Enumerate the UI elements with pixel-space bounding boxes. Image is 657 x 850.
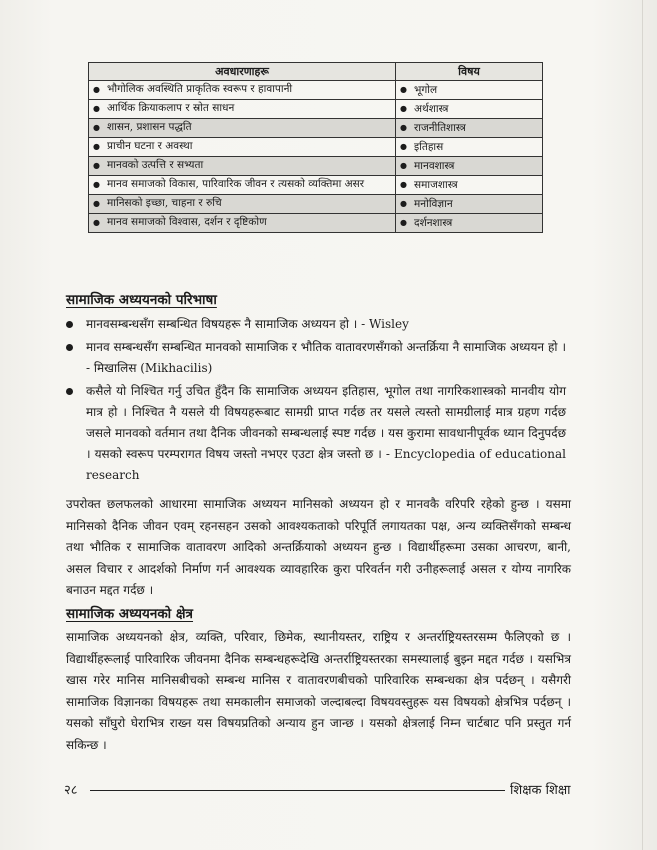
subject-text: इतिहास [414,141,444,153]
scope-paragraph: सामाजिक अध्ययनको क्षेत्र, व्यक्ति, परिवार, छिमेक, स्थानीयस्तर, राष्ट्रिय र अन्तर्राष्ट्रियस्तरसम्म फैलिएको छ । विद्यार्थीहरूलाई पारिवारिक जीवनमा दैनिक सम्बन्धहरूदेखि अन्तर्राष्ट्रियस्तरका समस्यालाई बुझ्न मद्दत गर्दछ । यसभित्र खास गरेर मानिस मानिसबीचको सम्बन्ध मानिस र वातावरणबीचको पारिवारिक सम्बन्धका क्षेत्र पर्दछन् । यसैगरी सामाजिक विज्ञानका विषयहरू तथा समकालीन समाजको जल्दाबल्दा विषयवस्तुहरू यस विषयको क्षेत्रभित्र पर्दछन् । यसको साँघुरो घेराभित्र राख्न यस विषयप्रतिको अन्याय हुन जान्छ । यसको क्षेत्रलाई निम्न चार्टबाट पनि प्रस्तुत गर्न सकिन्छ । [66,630,571,752]
bullet-icon: ● [93,199,100,208]
concept-cell [89,195,396,214]
subject-text: मनोविज्ञान [414,198,453,210]
concept-text: आर्थिक क्रियाकलाप र स्रोत साधन [107,102,235,114]
summary-paragraph: उपरोक्त छलफलको आधारमा सामाजिक अध्ययन मानिसको अध्ययन हो र मानवकै वरिपरि रहेको हुन्छ । यसमा मानिसको दैनिक जीवन एवम् रहनसहन उसको आवश्यकताको परिपूर्ति लगायतका पक्ष, अन्य व्यक्तिसँगको सम्बन्ध तथा भौतिक र सामाजिक वातावरण आदिको अन्तर्क्रियाको अध्ययन हुन्छ । विद्यार्थीहरूमा उसका आचरण, बानी, असल विचार र आदर्शको निर्माण गर्न आवश्यक व्यावहारिक कुरा परिवर्तन गरी उनीहरूलाई असल र योग्य नागरिक बनाउन मद्दत गर्दछ । [66,497,571,597]
table-row [89,138,543,157]
subject-cell [396,119,543,138]
table-row [89,119,543,138]
definition-text: मानवसम्बन्धसँग सम्बन्धित विषयहरू नै सामाजिक अध्ययन हो । - Wisley [86,317,409,331]
scope-heading: सामाजिक अध्ययनको क्षेत्र [66,606,194,622]
bullet-icon: ● [93,104,100,113]
bullet-icon: ● [400,123,407,132]
subject-text: राजनीतिशास्त्र [414,122,466,134]
bullet-icon: ● [93,142,100,151]
page-number: २८ [64,783,78,798]
subject-cell [396,214,543,233]
table-row [89,81,543,100]
subject-cell [396,195,543,214]
table-row [89,176,543,195]
subject-cell [396,138,543,157]
concept-cell [89,119,396,138]
table-row [89,214,543,233]
concepts-table [88,62,543,233]
bullet-icon: ● [400,85,407,94]
subject-cell [396,100,543,119]
subject-text: दर्शनशास्त्र [414,217,453,229]
concept-cell [89,214,396,233]
footer-rule [90,790,505,791]
concept-cell [89,81,396,100]
table-row [89,100,543,119]
subject-cell [396,157,543,176]
bullet-icon: ● [93,161,100,170]
concept-text: भौगोलिक अवस्थिति प्राकृतिक स्वरूप र हावापानी [107,83,293,95]
concept-text: मानवको उत्पत्ति र सभ्यता [107,159,204,171]
bullet-icon: ● [400,142,407,151]
bullet-icon: ● [400,180,407,189]
definition-text: मानव सम्बन्धसँग सम्बन्धित मानवको सामाजिक र भौतिक वातावरणसँगको अन्तर्क्रिया नै सामाजिक अध्ययन हो । - मिखालिस (Mikhacilis) [86,340,566,375]
subject-text: भूगोल [414,84,438,96]
definitions-list [66,314,566,488]
header-subject: विषय [396,63,543,81]
subject-cell [396,81,543,100]
concept-text: मानव समाजको विश्वास, दर्शन र दृष्टिकोण [107,216,267,228]
concept-text: प्राचीन घटना र अवस्था [107,140,193,152]
definition-text: कसैले यो निश्चित गर्नु उचित हुँदैन कि सामाजिक अध्ययन इतिहास, भूगोल तथा नागरिकशास्त्रको मानवीय योग मात्र हो । निश्चित नै यसले यी विषयहरूबाट सामग्री प्राप्त गर्दछ तर यसले त्यस्तो सामग्रीलाई मात्र ग्रहण गर्दछ जसले मानवको वर्तमान तथा दैनिक जीवनको सम्बन्धलाई स्पष्ट गर्दछ । यस कुरामा सावधानीपूर्वक ध्यान दिनुपर्दछ । यसको स्वरूप परम्परागत विषय जस्तो नभएर एउटा क्षेत्र जस्तो छ । - Encyclopedia of educational research [86,384,566,482]
subject-text: समाजशास्त्र [414,179,458,191]
subject-cell [396,176,543,195]
subject-text: मानवशास्त्र [414,160,455,172]
table-row [89,195,543,214]
scan-edge [642,0,643,850]
list-item [66,314,566,335]
bullet-icon [66,388,73,395]
bullet-icon: ● [400,218,407,227]
concept-cell [89,157,396,176]
footer-title: शिक्षक शिक्षा [510,783,571,798]
list-item [66,337,566,379]
concept-cell [89,100,396,119]
bullet-icon: ● [400,104,407,113]
bullet-icon [66,321,73,328]
bullet-icon: ● [93,123,100,132]
definitions-heading: सामाजिक अध्ययनको परिभाषा [66,292,217,308]
header-concepts: अवधारणाहरू [89,63,396,81]
bullet-icon: ● [400,199,407,208]
subject-text: अर्थशास्त्र [414,103,449,115]
bullet-icon: ● [93,180,100,189]
table-row [89,157,543,176]
bullet-icon [66,344,73,351]
bullet-icon: ● [400,161,407,170]
concept-text: शासन, प्रशासन पद्धति [107,121,192,133]
concept-cell [89,138,396,157]
concept-cell [89,176,396,195]
bullet-icon: ● [93,85,100,94]
concept-text: मानिसको इच्छा, चाहना र रुचि [107,197,222,209]
bullet-icon: ● [93,218,100,227]
table-header-row [89,63,543,81]
list-item [66,381,566,486]
concept-text: मानव समाजको विकास, पारिवारिक जीवन र त्यसको व्यक्तिमा असर [107,178,365,190]
